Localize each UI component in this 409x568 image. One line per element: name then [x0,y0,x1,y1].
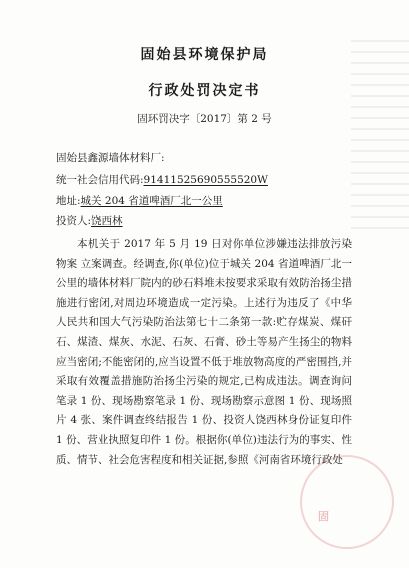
document-number: 固环罚决字〔2017〕第 2 号 [137,113,272,125]
credit-code-line [56,172,268,187]
address-label: 地址: [56,195,81,207]
agency-title: 固始县环境保护局 [140,47,269,63]
credit-code-label: 统一社会信用代码: [56,174,144,186]
investor-label: 投资人: [56,215,92,227]
bleed-through-text [351,40,409,230]
official-seal [300,455,394,549]
credit-code-value: 91411525690555520W [143,174,268,186]
investor-line [56,213,123,228]
address-value: 城关 204 省道啤酒厂北一公里 [80,195,223,207]
address-line [56,193,223,208]
investor-value: 饶西林 [91,215,123,227]
document-title: 行政处罚决定书 [148,83,261,99]
recipient: 固始县鑫源墙体材料厂: [56,152,165,164]
official-seal-text: 固 [318,510,329,523]
body-paragraph: 本机关于 2017 年 5 月 19 日对你单位涉嫌违法排放污染物案 立案调查。经调查,你(单位)位于城关 204 省道啤酒厂北一公里的墙体材料厂院内的砂石料堆未按要求采取有效防治扬尘措施进行密闭,对周边环境造成一定污染。上述行为违反了《中华人民共和国大气污染防治法第七十二条第一款:贮存煤炭、煤矸石、煤渣、煤灰、水泥、石灰、石膏、砂土等易产生扬尘的物料应当密闭;不能密闭的,应当设置不低于堆放物高度的严密围挡,并采取有效覆盖措施防治扬尘污染的规定,已构成违法。调查询问笔录 1 份、现场勘察笔录 1 份、现场勘察示意图 1 份、现场照片 4 张、案件调查终结报告 1 份、投资人饶西林身份证复印件 1 份、营业执照复印件 1 份。根据你(单位)违法行为的事实、性质、情节、社会危害程度和相关证据,参照《河南省环境行政处 [56,238,352,466]
